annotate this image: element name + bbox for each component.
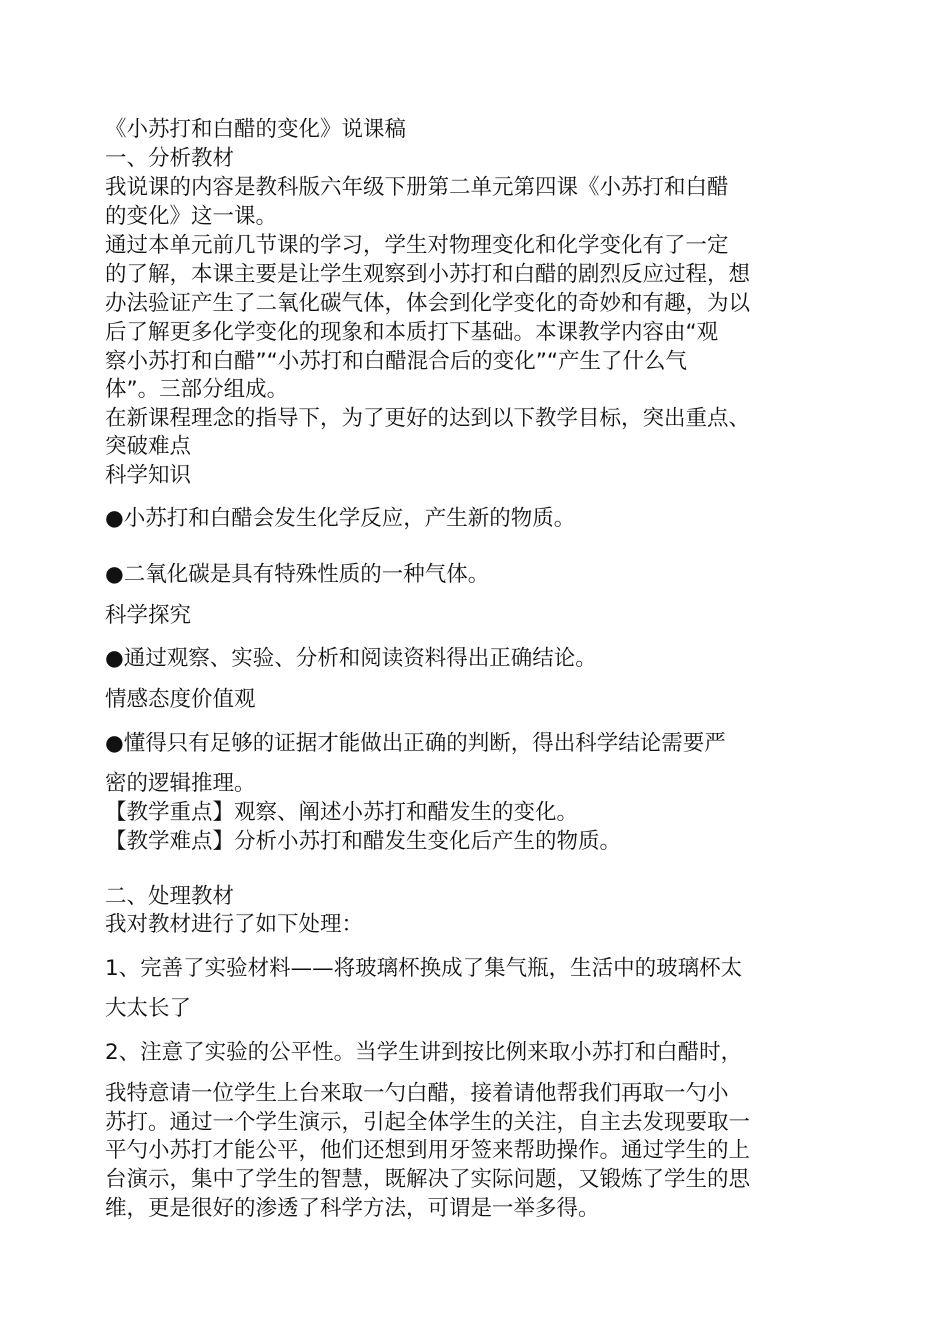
subheading-inquiry: 科学探究 [105,603,192,628]
paragraph-line: 体”。三部分组成。 [105,377,289,402]
paragraph-line: 察小苏打和白醋”“小苏打和白醋混合后的变化”“产生了什么气 [105,349,688,374]
paragraph-line: 平勺小苏打才能公平，他们还想到用牙签来帮助操作。通过学生的上 [105,1138,751,1163]
paragraph-line: 维，更是很好的渗透了科学方法，可谓是一举多得。 [105,1196,600,1221]
paragraph-line: 我说课的内容是教科版六年级下册第二单元第四课《小苏打和白醋 [105,175,729,200]
document-title: 《小苏打和白醋的变化》说课稿 [105,117,407,142]
difficult-point: 【教学难点】分析小苏打和醋发生变化后产生的物质。 [105,829,622,854]
subheading-knowledge: 科学知识 [105,463,192,488]
paragraph-line: 办法验证产生了二氧化碳气体，体会到化学变化的奇妙和有趣，为以 [105,291,751,316]
paragraph-line: 的了解，本课主要是让学生观察到小苏打和白醋的剧烈反应过程，想 [105,262,751,287]
bullet-item: ●二氧化碳是具有特殊性质的一种气体。 [105,562,490,587]
paragraph-line: 后了解更多化学变化的现象和本质打下基础。本课教学内容由“观 [105,320,719,345]
bullet-item: ●懂得只有足够的证据才能做出正确的判断，得出科学结论需要严 [105,731,726,756]
numbered-item: 2、注意了实验的公平性。当学生讲到按比例来取小苏打和白醋时， [105,1040,743,1065]
section-heading-processing: 二、处理教材 [105,884,235,909]
bullet-item: ●通过观察、实验、分析和阅读资料得出正确结论。 [105,646,597,671]
paragraph-line: 突破难点 [105,434,192,459]
numbered-item: 1、完善了实验材料——将玻璃杯换成了集气瓶，生活中的玻璃杯太 [105,956,743,981]
subheading-attitude: 情感态度价值观 [105,687,256,712]
paragraph-line: 苏打。通过一个学生演示，引起全体学生的关注，自主去发现要取一 [105,1110,751,1135]
paragraph-line: 我对教材进行了如下处理： [105,912,364,937]
numbered-item-continued: 大太长了 [105,996,192,1021]
bullet-item-continued: 密的逻辑推理。 [105,771,256,796]
paragraph-line: 我特意请一位学生上台来取一勺白醋，接着请他帮我们再取一勺小 [105,1081,729,1106]
section-heading-analysis: 一、分析教材 [105,146,235,171]
paragraph-line: 的变化》这一课。 [105,204,278,229]
paragraph-line: 通过本单元前几节课的学习，学生对物理变化和化学变化有了一定 [105,233,729,258]
paragraph-line: 台演示，集中了学生的智慧，既解决了实际问题，又锻炼了学生的思 [105,1167,751,1192]
paragraph-line: 在新课程理念的指导下，为了更好的达到以下教学目标，突出重点、 [105,406,751,431]
bullet-item: ●小苏打和白醋会发生化学反应，产生新的物质。 [105,506,576,531]
key-point: 【教学重点】观察、阐述小苏打和醋发生的变化。 [105,800,579,825]
